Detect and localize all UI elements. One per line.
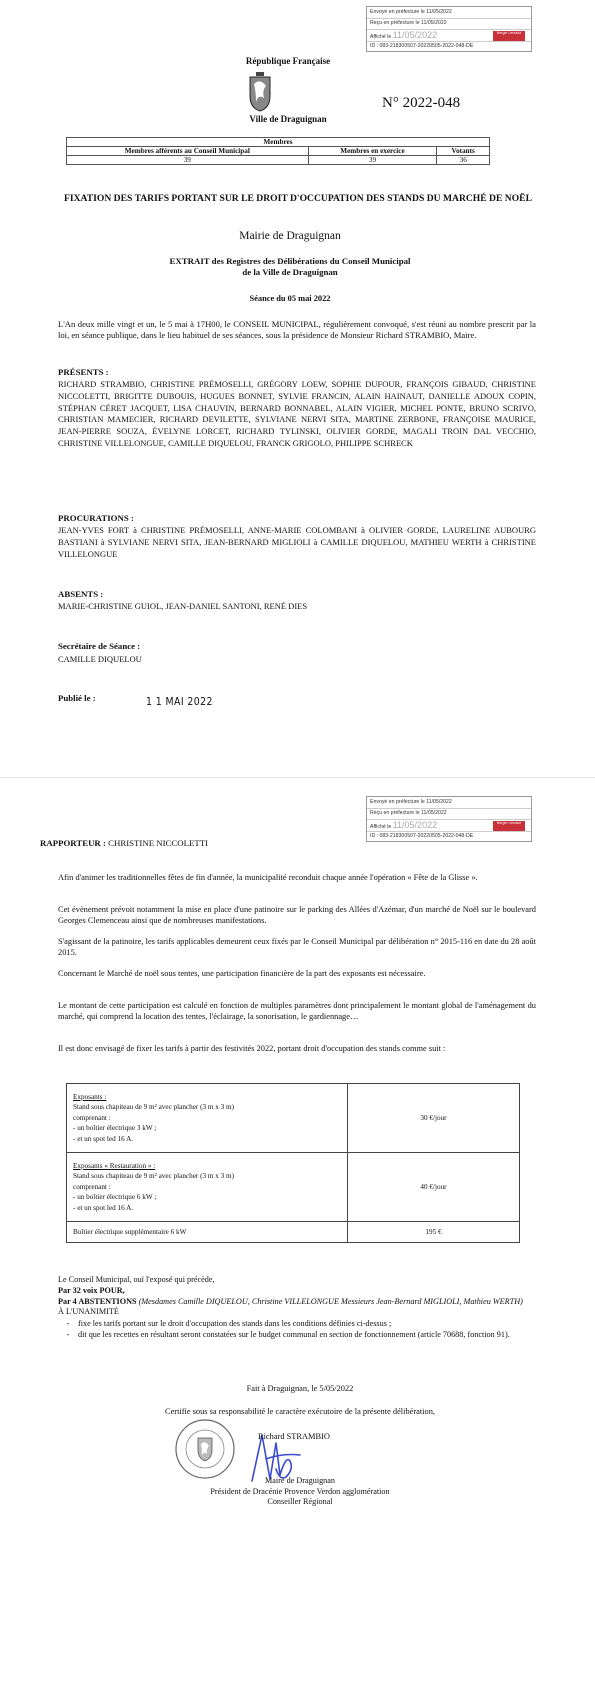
bullet-icon: - [66,1329,70,1339]
decision-text-1: fixe les tarifs portant sur le droit d'occupation des stands dans les conditions définies ci-dessus ; [78,1319,392,1329]
decision-item-2 [58,1330,536,1341]
extrait-line-2: de la Ville de Draguignan [242,267,338,277]
extrait-heading [90,256,490,278]
absents-list: MARIE-CHRISTINE GUIOL, JEAN-DANIEL SANTONI, RENÉ DIES [58,601,308,611]
stamp-posted-label: Affiché le [370,34,392,40]
tarif-price: 195 € [348,1222,520,1243]
members-table [66,137,490,165]
members-title: Membres [67,138,490,147]
tarif-description [67,1084,348,1153]
seance-date: Séance du 05 mai 2022 [249,294,331,303]
city-coat-of-arms [248,72,272,112]
stamp-id: ID : 083-218300507-20220505-2022-048-DE [370,43,474,49]
abstentions [58,1297,536,1308]
publie-label: Publié le : [58,693,96,703]
conseil-text: Le Conseil Municipal, ouï l'exposé qui précède, [58,1275,215,1284]
mairie-heading: Mairie de Draguignan [239,230,341,242]
signatory-title-1: Maire de Draguignan [264,1476,336,1485]
stamp-posted-date: 11/05/2022 [392,820,438,830]
tarif-row-boitier [67,1222,520,1243]
stamp-sent: Envoyé en préfecture le 11/05/2022 [370,799,452,805]
tarif-row-restauration [67,1153,520,1222]
prefecture-stamp-2 [366,796,532,842]
tarif-description [67,1153,348,1222]
signatory-title-2: Président de Dracénie Provence Verdon agglomération [210,1486,390,1496]
tarif-line: comprenant : [73,1182,111,1191]
tarif-description [67,1222,348,1243]
signatory-name: Richard STRAMBIO [258,1432,330,1441]
tarifs-table [66,1083,520,1243]
paragraph-1: Afin d'animer les traditionnelles fêtes de fin d'année, la municipalité reconduit chaque année l'opération « Fête de la Glisse ». [58,873,478,882]
stamp-received: Reçu en préfecture le 11/05/2022 [370,810,447,816]
stamp-sent: Envoyé en préfecture le 11/05/2022 [370,9,452,15]
tarif-line: - un boîtier électrique 3 kW ; [73,1124,157,1133]
tarif-line: Boîtier électrique supplémentaire 6 kW [73,1227,187,1236]
members-header-afferents: Membres afférents au Conseil Municipal [67,147,309,156]
document-title: FIXATION DES TARIFS PORTANT SUR LE DROIT D'OCCUPATION DES STANDS DU MARCHÉ DE NOËL [64,193,532,204]
absents-title: ABSENTS : [58,589,104,599]
rapporteur [40,838,208,848]
tarif-row-exposants [67,1084,520,1153]
presents-list: RICHARD STRAMBIO, CHRISTINE PRÉMOSELLI, GRÉGORY LOEW, SOPHIE DUFOUR, FRANÇOIS GIBAUD, CHRISTINE NICCOLETTI, BRIGITTE DUBOUIS, HUGUES BONNET, SYLVIE FRANCIN, ALAIN HAINAUT, DANIELLE ADOUX COPIN, STÉPHAN CÉRET JACQUET, LISA CHAUVIN, BERNARD BONNABEL, ALAIN VIGIER, MICHEL PONTE, BRUNO SCRIVO, CHRISTIAN MAMECIER, RICHARD DEVILETTE, SYLVIANE NERVI SITA, MARTINE ZERBONE, FRANÇOISE MAURICE, JEAN-PIERRE SOUZA, ÉVELYNE LORCET, RICHARD TYLINSKI, OLIVIER GORDE, MAGALI TROIN DAL VECCHIO, CHRISTINE VILLELONGUE, CAMILLE DIQUELOU, FRANCK GRIGOLO, PHILIPPE SCHRECK [58,379,536,448]
tarif-line: - et un spot led 16 A. [73,1203,134,1212]
presents-title: PRÉSENTS : [58,367,109,377]
abstentions-count: Par 4 ABSTENTIONS [58,1296,137,1306]
certification: Certifie sous sa responsabilité le caractère exécutoire de la présente délibération, [165,1407,435,1416]
rapporteur-name: CHRISTINE NICCOLETTI [108,838,209,848]
stamp-id: ID : 083-218300507-20220505-2022-048-DE [370,833,474,839]
tarif-line: - et un spot led 16 A. [73,1134,134,1143]
prefecture-stamp [366,6,532,52]
paragraph-4: Concernant le Marché de noël sous tentes, une participation financière de la part des exposants est nécessaire. [58,969,426,978]
decision-text-2: dit que les recettes en résultant seront constatées sur le budget communal en section de fonctionnement (article 70688, fonction 91). [78,1329,510,1339]
procurations-title: PROCURATIONS : [58,513,134,523]
decision-block [58,1275,536,1341]
paragraph-2: Cet évènement prévoit notamment la mise en place d'une patinoire sur le parking des Allées d'Azémar, d'un marché de Noël sur le boulevard Georges Clemenceau ainsi que de nombreuses manifestations. [58,905,536,926]
tarif-price: 40 €/jour [348,1153,520,1222]
members-value-exercice: 39 [308,156,437,165]
signatory-title-3: Conseiller Régional [267,1497,333,1507]
abstentions-names: (Mesdames Camille DIQUELOU, Christine VILLELONGUE Messieurs Jean-Bernard MIGLIOLI, Mathieu WERTH) [138,1296,523,1306]
votes-pour: Par 32 voix POUR, [58,1285,125,1295]
tarif-line: comprenant : [73,1113,111,1122]
page-separator [0,777,595,778]
official-seal [174,1418,236,1480]
seal-icon [174,1418,236,1480]
paragraph-3: S'agissant de la patinoire, les tarifs applicables demeurent ceux fixés par le Conseil Municipal par délibération n° 2015-116 en date du 28 août 2015. [58,937,536,958]
procurations-list: JEAN-YVES FORT à CHRISTINE PRÉMOSELLI, ANNE-MARIE COLOMBANI à OLIVIER GORDE, LAURELINE AUBOURG BASTIANI à SYLVIANE NERVI SITA, JEAN-BERNARD MIGLIOLI à CAMILLE DIQUELOU, MATHIEU WERTH à CHRISTINE VILLELONGUE [58,525,536,559]
rapporteur-label: RAPPORTEUR : [40,838,106,848]
tarif-line: Stand sous chapiteau de 9 m² avec plancher (3 m x 3 m) [73,1103,235,1112]
publie-date-stamp: 1 1 MAI 2022 [146,695,213,708]
secretaire-title: Secrétaire de Séance : [58,641,141,651]
tarif-price: 30 €/jour [348,1084,520,1153]
intro-paragraph: L'An deux mille vingt et un, le 5 mai à 17H00, le CONSEIL MUNICIPAL, régulièrement convoqué, s'est réuni au nombre prescrit par la loi, en séance publique, dans le lieu habituel de ses séances, sous la présidence de Monsieur Richard STRAMBIO, Maire. [58,319,536,341]
members-value-votants: 36 [437,156,490,165]
berger-levrault-logo: Berger Levrault [493,31,525,41]
coat-of-arms-icon [248,72,272,112]
deliberation-number: N° 2022-048 [382,95,461,111]
stamp-posted-label: Affiché le [370,824,392,830]
bullet-icon: - [66,1319,70,1329]
members-value-afferents: 39 [67,156,309,165]
tarif-title: Exposants : [73,1092,107,1101]
signatory-titles [150,1476,450,1508]
tarif-title: Exposants « Restauration » : [73,1161,156,1170]
fait-a: Fait à Draguignan, le 5/05/2022 [246,1384,354,1393]
extrait-line-1: EXTRAIT des Registres des Délibérations du Conseil Municipal [169,256,411,266]
tarif-line: - un boîtier électrique 6 kW ; [73,1193,157,1202]
decision-item-1 [58,1319,536,1330]
tarif-line: Stand sous chapiteau de 9 m² avec plancher (3 m x 3 m) [73,1172,235,1181]
berger-levrault-logo: Berger Levrault [493,821,525,831]
paragraph-6: Il est donc envisagé de fixer les tarifs à partir des festivités 2022, portant droit d'occupation des stands comme suit : [58,1044,446,1053]
republique-francaise: République Française [245,56,331,66]
ville-de-draguignan: Ville de Draguignan [249,114,327,124]
unanimite: À L'UNANIMITÉ [58,1307,119,1317]
members-header-votants: Votants [437,147,490,156]
secretaire-name: CAMILLE DIQUELOU [58,654,142,664]
members-header-exercice: Membres en exercice [308,147,437,156]
paragraph-5: Le montant de cette participation est calculé en fonction de multiples paramètres dont principalement le montant global de l'aménagement du marché, qui comprend la location des tentes, l'éclairage, la sonorisation, le gardiennage… [58,1001,536,1022]
stamp-posted-date: 11/05/2022 [392,30,438,40]
stamp-received: Reçu en préfecture le 11/05/2022 [370,20,447,26]
